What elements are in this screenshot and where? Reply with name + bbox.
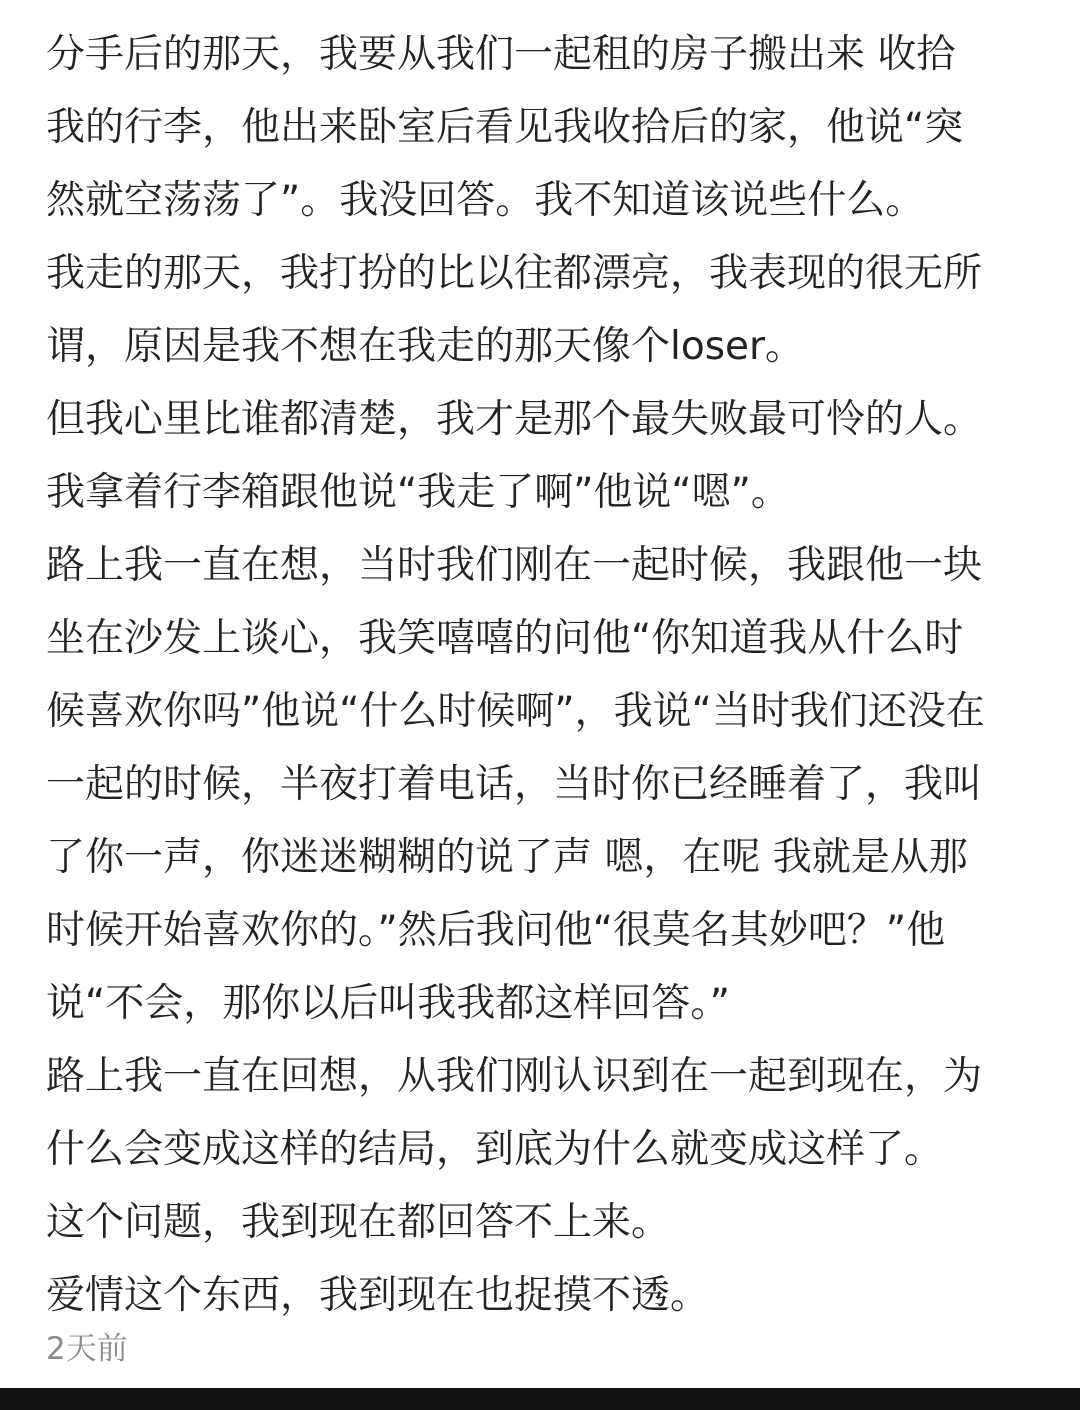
- post-timestamp: 2天前: [46, 1331, 128, 1367]
- post-line: 一起的时候，半夜打着电话，当时你已经睡着了，我叫: [46, 762, 983, 807]
- post-line: 但我心里比谁都清楚，我才是那个最失败最可怜的人。: [46, 397, 983, 442]
- post-line: 什么会变成这样的结局，到底为什么就变成这样了。: [46, 1127, 944, 1172]
- post-line: 说“不会，那你以后叫我我都这样回答。”: [46, 981, 730, 1026]
- post-line: 候喜欢你吗”他说“什么时候啊”，我说“当时我们还没在: [46, 689, 985, 734]
- post-line: 路上我一直在回想，从我们刚认识到在一起到现在，为: [46, 1054, 983, 1099]
- post-line: 时候开始喜欢你的。”然后我问他“很莫名其妙吧？”他: [46, 908, 946, 953]
- post-line: 谓，原因是我不想在我走的那天像个loser。: [46, 324, 805, 369]
- post-line: 分手后的那天，我要从我们一起租的房子搬出来 收拾: [46, 32, 956, 77]
- post-line: 路上我一直在想，当时我们刚在一起时候，我跟他一块: [46, 543, 983, 588]
- post-line: 我拿着行李箱跟他说“我走了啊”他说“嗯”。: [46, 470, 790, 515]
- post-line: 这个问题，我到现在都回答不上来。: [46, 1200, 671, 1245]
- post-line: 然就空荡荡了”。我没回答。我不知道该说些什么。: [46, 178, 925, 223]
- post-line: 了你一声，你迷迷糊糊的说了声 嗯，在呢 我就是从那: [46, 835, 968, 880]
- post-line: 我的行李，他出来卧室后看见我收拾后的家，他说“突: [46, 105, 964, 150]
- bottom-edge-bar: [0, 1388, 1080, 1410]
- post-content: [46, 18, 1046, 1332]
- post-line: 我走的那天，我打扮的比以往都漂亮，我表现的很无所: [46, 251, 983, 296]
- post-line: 爱情这个东西，我到现在也捉摸不透。: [46, 1273, 710, 1318]
- post-line: 坐在沙发上谈心，我笑嘻嘻的问他“你知道我从什么时: [46, 616, 964, 661]
